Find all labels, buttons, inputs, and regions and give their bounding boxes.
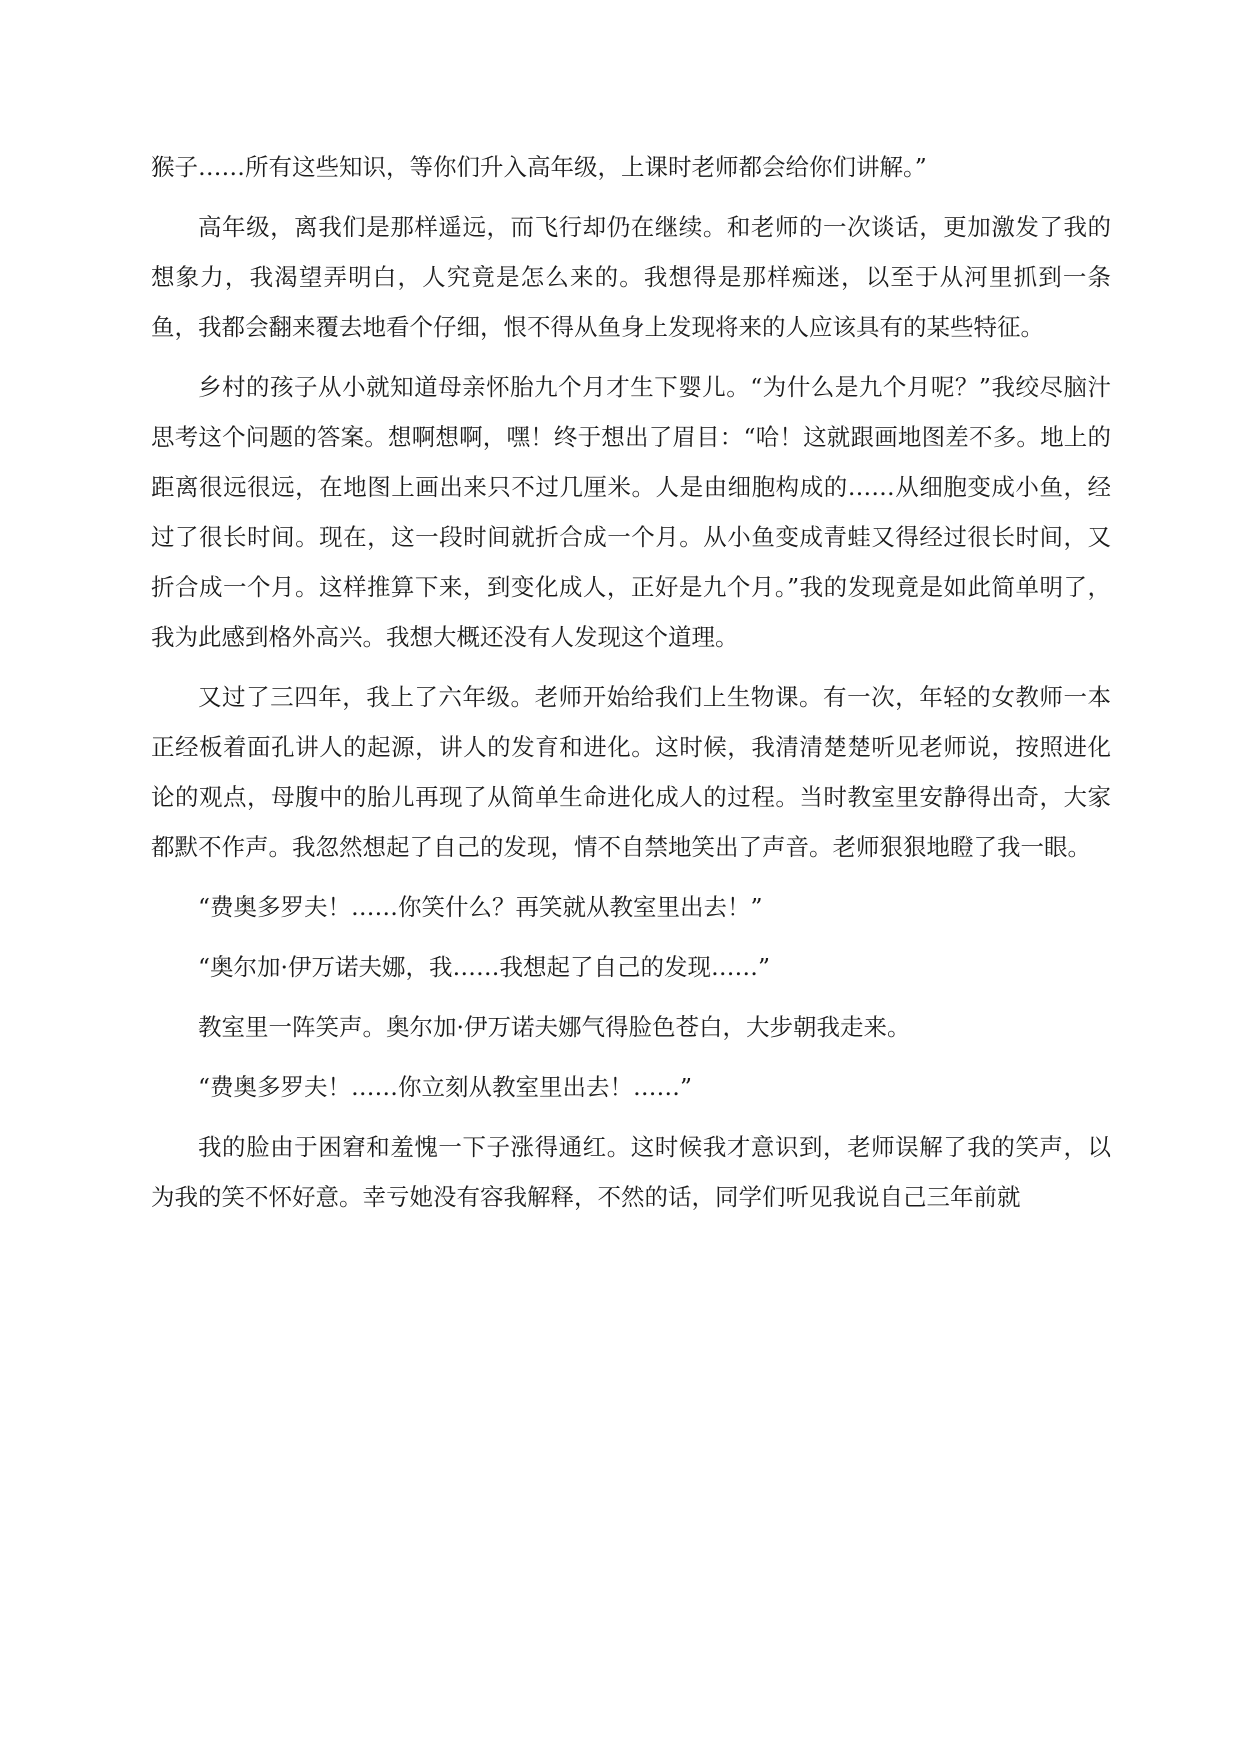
paragraph-8: “费奥多罗夫！……你立刻从教室里出去！……” [198, 1073, 693, 1101]
paragraph-7: 教室里一阵笑声。奥尔加·伊万诺夫娜气得脸色苍白，大步朝我走来。 [198, 1013, 911, 1041]
body-text [151, 142, 1111, 1232]
paragraph-6: “奥尔加·伊万诺夫娜，我……我想起了自己的发现……” [198, 953, 770, 981]
paragraph-3: 乡村的孩子从小就知道母亲怀胎九个月才生下婴儿。“为什么是九个月呢？”我绞尽脑汁思考这个问题的答案。想啊想啊，嘿！终于想出了眉目：“哈！这就跟画地图差不多。地上的距离很远很远，在地图上画出来只不过几厘米。人是由细胞构成的……从细胞变成小鱼，经过了很长时间。现在，这一段时间就折合成一个月。从小鱼变成青蛙又得经过很长时间，又折合成一个月。这样推算下来，到变化成人，正好是九个月。”我的发现竟是如此简单明了，我为此感到格外高兴。我想大概还没有人发现这个道理。 [151, 373, 1111, 651]
paragraph-2: 高年级，离我们是那样遥远，而飞行却仍在继续。和老师的一次谈话，更加激发了我的想象力，我渴望弄明白，人究竟是怎么来的。我想得是那样痴迷，以至于从河里抓到一条鱼，我都会翻来覆去地看个仔细，恨不得从鱼身上发现将来的人应该具有的某些特征。 [151, 213, 1111, 341]
paragraph-4: 又过了三四年，我上了六年级。老师开始给我们上生物课。有一次，年轻的女教师一本正经板着面孔讲人的起源，讲人的发育和进化。这时候，我清清楚楚听见老师说，按照进化论的观点，母腹中的胎儿再现了从简单生命进化成人的过程。当时教室里安静得出奇，大家都默不作声。我忽然想起了自己的发现，情不自禁地笑出了声音。老师狠狠地瞪了我一眼。 [151, 683, 1111, 861]
paragraph-5: “费奥多罗夫！……你笑什么？再笑就从教室里出去！” [198, 893, 763, 921]
paragraph-9: 我的脸由于困窘和羞愧一下子涨得通红。这时候我才意识到，老师误解了我的笑声，以为我的笑不怀好意。幸亏她没有容我解释，不然的话，同学们听见我说自己三年前就 [151, 1133, 1111, 1211]
paragraph-1: 猴子……所有这些知识，等你们升入高年级，上课时老师都会给你们讲解。” [151, 153, 927, 181]
